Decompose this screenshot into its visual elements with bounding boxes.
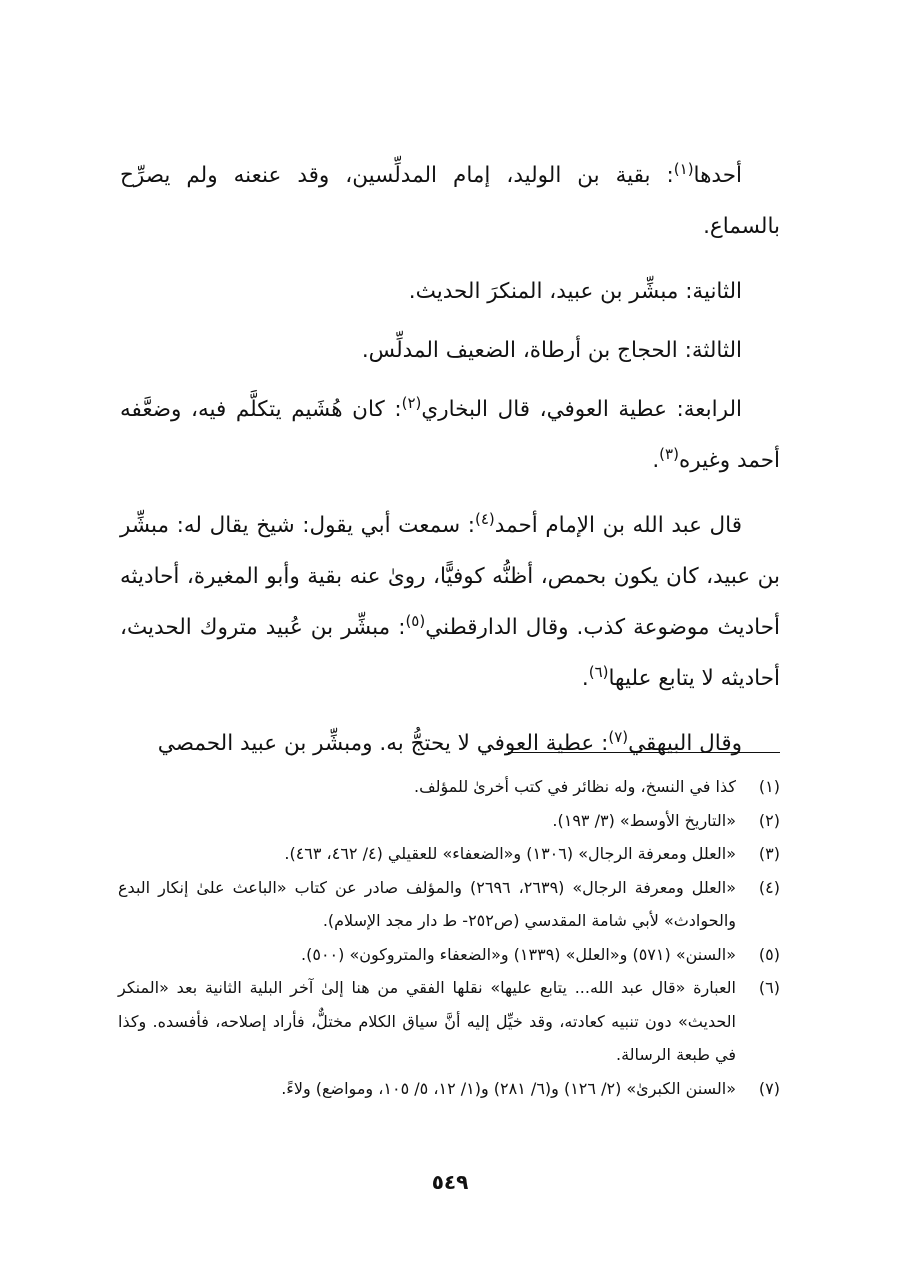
footnote-5 xyxy=(118,938,780,972)
paragraph-third-affliction: الثالثة: الحجاج بن أرطاة، الضعيف المدلِّس. xyxy=(361,338,742,363)
footnote-1 xyxy=(118,770,780,804)
footnote-number: (٥) xyxy=(758,944,780,964)
paragraph-second-affliction: الثانية: مبشِّر بن عبيد، المنكرَ الحديث. xyxy=(408,279,742,304)
footnote-3 xyxy=(118,837,780,871)
main-text xyxy=(120,150,780,777)
footnote-text: العبارة «قال عبد الله... يتابع عليها» نقلها الفقي من هنا إلىٰ آخر البلية الثانية بعد «المنكر الحديث» دون تنبيه كعادته، وقد خيِّل إليه أنَّ سياق الكلام مختلٌّ، فأراد إصلاحه، فأفسده. وكذا في طبعة الرسالة. xyxy=(118,978,736,1064)
footnote-ref-1: (١) xyxy=(673,159,694,178)
footnote-4 xyxy=(118,871,780,938)
footnote-ref-3: (٣) xyxy=(659,444,679,463)
footnote-separator xyxy=(508,752,780,753)
footnote-number: (٣) xyxy=(758,844,780,863)
footnotes xyxy=(118,770,780,1105)
footnote-ref-5: (٥) xyxy=(405,611,426,630)
footnote-number: (٧) xyxy=(758,1078,780,1098)
footnote-6 xyxy=(118,971,780,1072)
footnote-text: «التاريخ الأوسط» (٣/ ١٩٣). xyxy=(552,810,736,830)
footnote-ref-2: (٢) xyxy=(401,393,422,412)
paragraph-first-affliction: أحدها$^{(١)}$: بقية بن الوليد، إمام المدلِّسين، وقد عنعنه ولم يصرِّح بالسماع. xyxy=(120,159,780,239)
footnote-text: «العلل ومعرفة الرجال» (٢٦٣٩، ٢٦٩٦) والمؤلف صادر عن كتاب «الباعث علىٰ إنكار البدع والحوادث» لأبي شامة المقدسي (ص٢٥٢- ط دار مجد الإسلام). xyxy=(118,877,737,930)
footnote-text: «العلل ومعرفة الرجال» (١٣٠٦) و«الضعفاء» للعقيلي (٤/ ٤٦٢، ٤٦٣). xyxy=(284,844,736,863)
footnote-2 xyxy=(118,804,780,838)
footnote-number: (٦) xyxy=(758,978,780,997)
footnote-number: (١) xyxy=(758,777,780,796)
paragraph-abdullah-quote: قال عبد الله بن الإمام أحمد$^{(٤)}$: سمعت أبي يقول: شيخ يقال له: مبشِّر بن عبيد، كان يكون بحمص، أظنُّه كوفيًّا، روىٰ عنه بقية وأبو المغيرة، أحاديثه أحاديث موضوعة كذب. وقال الدارقطني$^{(٥)}$: مبشِّر بن عُبيد متروك الحديث، أحاديثه لا يتابع عليها$^{(٦)}$. xyxy=(120,509,780,691)
footnote-ref-6: (٦) xyxy=(588,662,609,681)
paragraph-fourth-affliction: الرابعة: عطية العوفي، قال البخاري$^{(٢)}$: كان هُشَيم يتكلَّم فيه، وضعَّفه أحمد وغيره$^{(٣)}$. xyxy=(120,393,780,473)
footnote-number: (٤) xyxy=(758,877,780,897)
footnote-text: «السنن» (٥٧١) و«العلل» (١٣٣٩) و«الضعفاء والمتروكون» (٥٠٠). xyxy=(301,944,736,964)
footnote-ref-4: (٤) xyxy=(474,509,495,528)
footnote-text: «السنن الكبرىٰ» (٢/ ١٢٦) و(٦/ ٢٨١) و(١/ ١٢، ٥/ ١٠٥، ومواضع) ولاءً. xyxy=(281,1078,736,1098)
footnote-ref-7: (٧) xyxy=(608,727,629,746)
footnote-text: كذا في النسخ، وله نظائر في كتب أخرىٰ للمؤلف. xyxy=(414,777,736,796)
paragraph-bayhaqi-quote: وقال البيهقي$^{(٧)}$: عطية العوفي لا يحتجُّ به. ومبشِّر بن عبيد الحمصي xyxy=(157,727,742,756)
page-number: ٥٤٩ xyxy=(431,1170,469,1194)
footnote-7 xyxy=(118,1072,780,1106)
footnote-number: (٢) xyxy=(758,810,780,830)
